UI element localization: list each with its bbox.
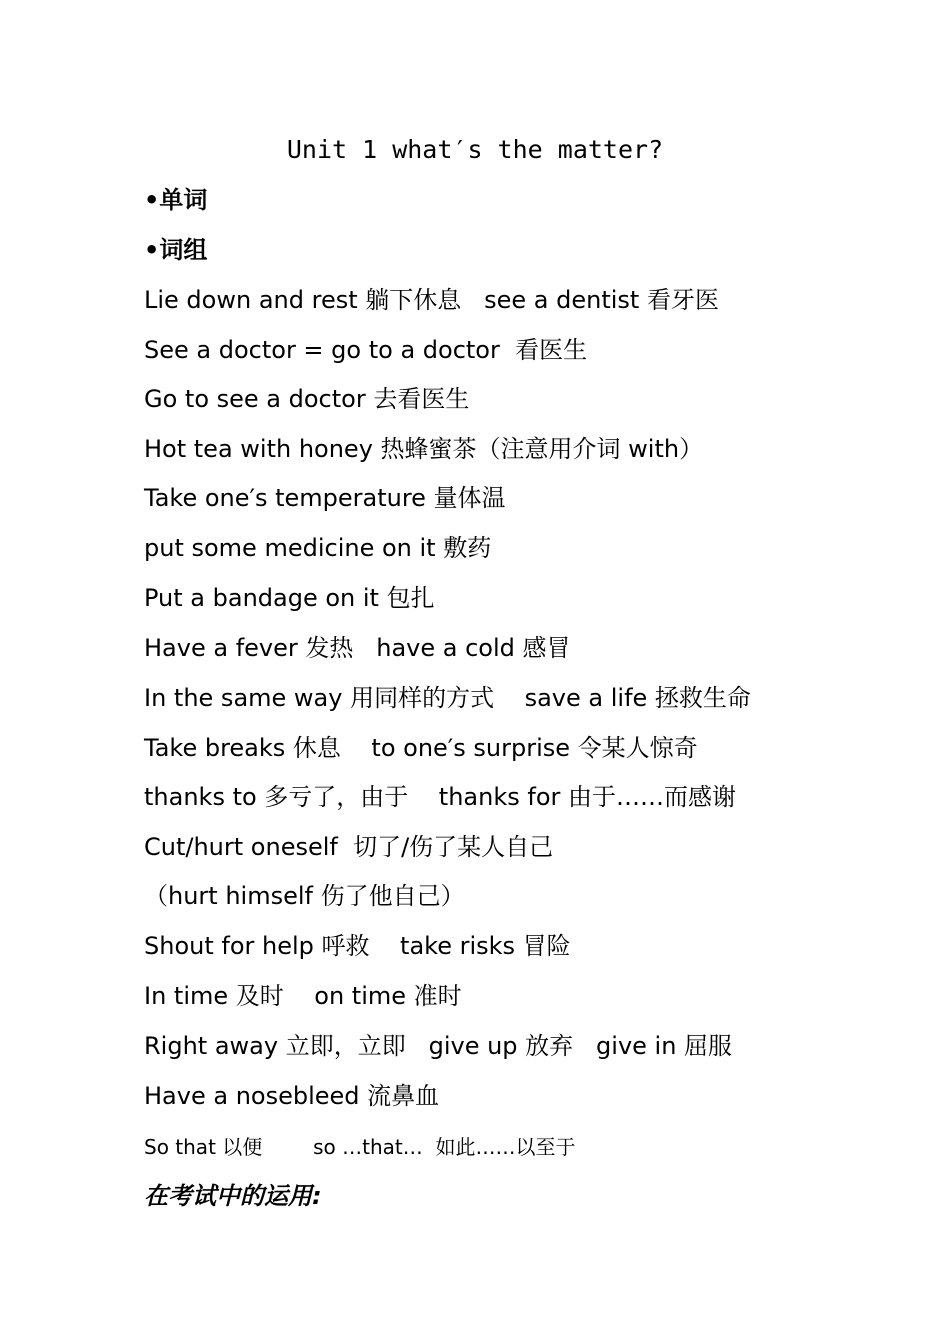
phrase-line: Go to see a doctor 去看医生 [144, 385, 470, 413]
phrase-line: Take breaks 休息 to one′s surprise 令某人惊奇 [144, 734, 698, 762]
phrase-line: Lie down and rest 躺下休息 see a dentist 看牙医 [144, 286, 719, 314]
phrase-line-small: So that 以便 so …that… 如此……以至于 [144, 1135, 576, 1159]
phrase-line: （hurt himself 伤了他自己） [144, 882, 465, 910]
phrase-line: Have a fever 发热 have a cold 感冒 [144, 634, 571, 662]
heading-phrases: •词组 [144, 236, 208, 264]
phrase-line: Cut/hurt oneself 切了/伤了某人自己 [144, 833, 554, 861]
phrase-line: put some medicine on it 敷药 [144, 534, 492, 562]
phrase-line: Have a nosebleed 流鼻血 [144, 1082, 440, 1110]
phrase-line: Take one′s temperature 量体温 [144, 484, 506, 512]
phrase-line: Right away 立即，立即 give up 放弃 give in 屈服 [144, 1032, 733, 1060]
phrase-line: In the same way 用同样的方式 save a life 拯救生命 [144, 684, 751, 712]
phrase-line: In time 及时 on time 准时 [144, 982, 462, 1010]
phrase-line: Shout for help 呼救 take risks 冒险 [144, 932, 571, 960]
exam-heading: 在考试中的运用: [144, 1182, 322, 1210]
phrase-line: Hot tea with honey 热蜂蜜茶（注意用介词 with） [144, 435, 704, 463]
phrase-line: thanks to 多亏了，由于 thanks for 由于……而感谢 [144, 783, 737, 811]
phrase-line: See a doctor = go to a doctor 看医生 [144, 336, 588, 364]
document-title: Unit 1 what′s the matter? [286, 135, 664, 164]
phrase-line: Put a bandage on it 包扎 [144, 584, 435, 612]
heading-words: •单词 [144, 186, 208, 214]
